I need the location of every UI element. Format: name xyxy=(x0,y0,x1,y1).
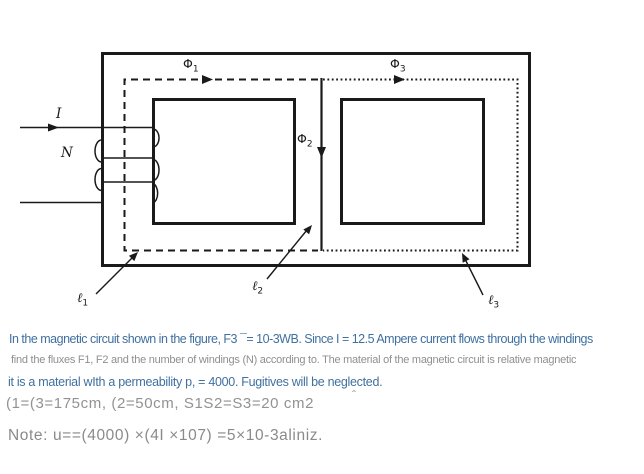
len1-symbol: ℓ xyxy=(77,291,83,306)
len3-subscript: 3 xyxy=(493,300,500,311)
len2-label xyxy=(252,280,263,297)
problem-line-3: it is a material wIth a permeability p, = 4000. Fugitives will be neglected. xyxy=(8,375,383,389)
phi3-subscript: 3 xyxy=(399,64,406,75)
phi1-subscript: 1 xyxy=(192,64,199,75)
phi1-symbol: Φ xyxy=(183,56,193,71)
phi3-arrowhead xyxy=(394,75,405,84)
phi1-label xyxy=(183,58,199,75)
phi2-subscript: 2 xyxy=(306,139,313,150)
core-outer-outline xyxy=(103,54,530,266)
problem-line-2: find the fluxes F1, F2 and the number of windings (N) according to. The material of the magnetic circuit is relative magnetic xyxy=(11,354,577,366)
current-label: I xyxy=(56,106,62,122)
phi2-label xyxy=(297,133,313,150)
len2-leader-line xyxy=(267,230,307,279)
len1-label xyxy=(77,292,88,309)
coil-winding xyxy=(95,129,159,203)
len1-subscript: 1 xyxy=(82,298,89,309)
note-line: Note: u==(4000) ×(4I ×107) =5×10-3aliniz. xyxy=(8,427,323,444)
phi3-symbol: Φ xyxy=(390,56,400,71)
len2-subscript: 2 xyxy=(257,286,264,297)
len2-symbol: ℓ xyxy=(252,279,258,294)
core-left-window xyxy=(154,100,295,224)
problem-line-4: (1=(3=175cm, (2=50cm, S1S2=S3=20 cm2 xyxy=(6,395,315,412)
phi1-arrowhead xyxy=(202,75,213,84)
core-right-window xyxy=(342,100,484,224)
phi3-label xyxy=(390,58,406,75)
current-arrowhead xyxy=(48,124,59,132)
turns-label: N xyxy=(61,145,73,161)
phi2-arrowhead xyxy=(317,147,326,158)
problem-line-4-superscript-mark: ˆ xyxy=(352,388,356,402)
len3-label xyxy=(488,294,499,311)
len3-symbol: ℓ xyxy=(488,293,494,308)
phi2-symbol: Φ xyxy=(297,131,307,146)
problem-line-1: In the magnetic circuit shown in the figure, F3 ¯= 10-3WB. Since I = 12.5 Ampere current flows through the windings xyxy=(9,332,593,346)
